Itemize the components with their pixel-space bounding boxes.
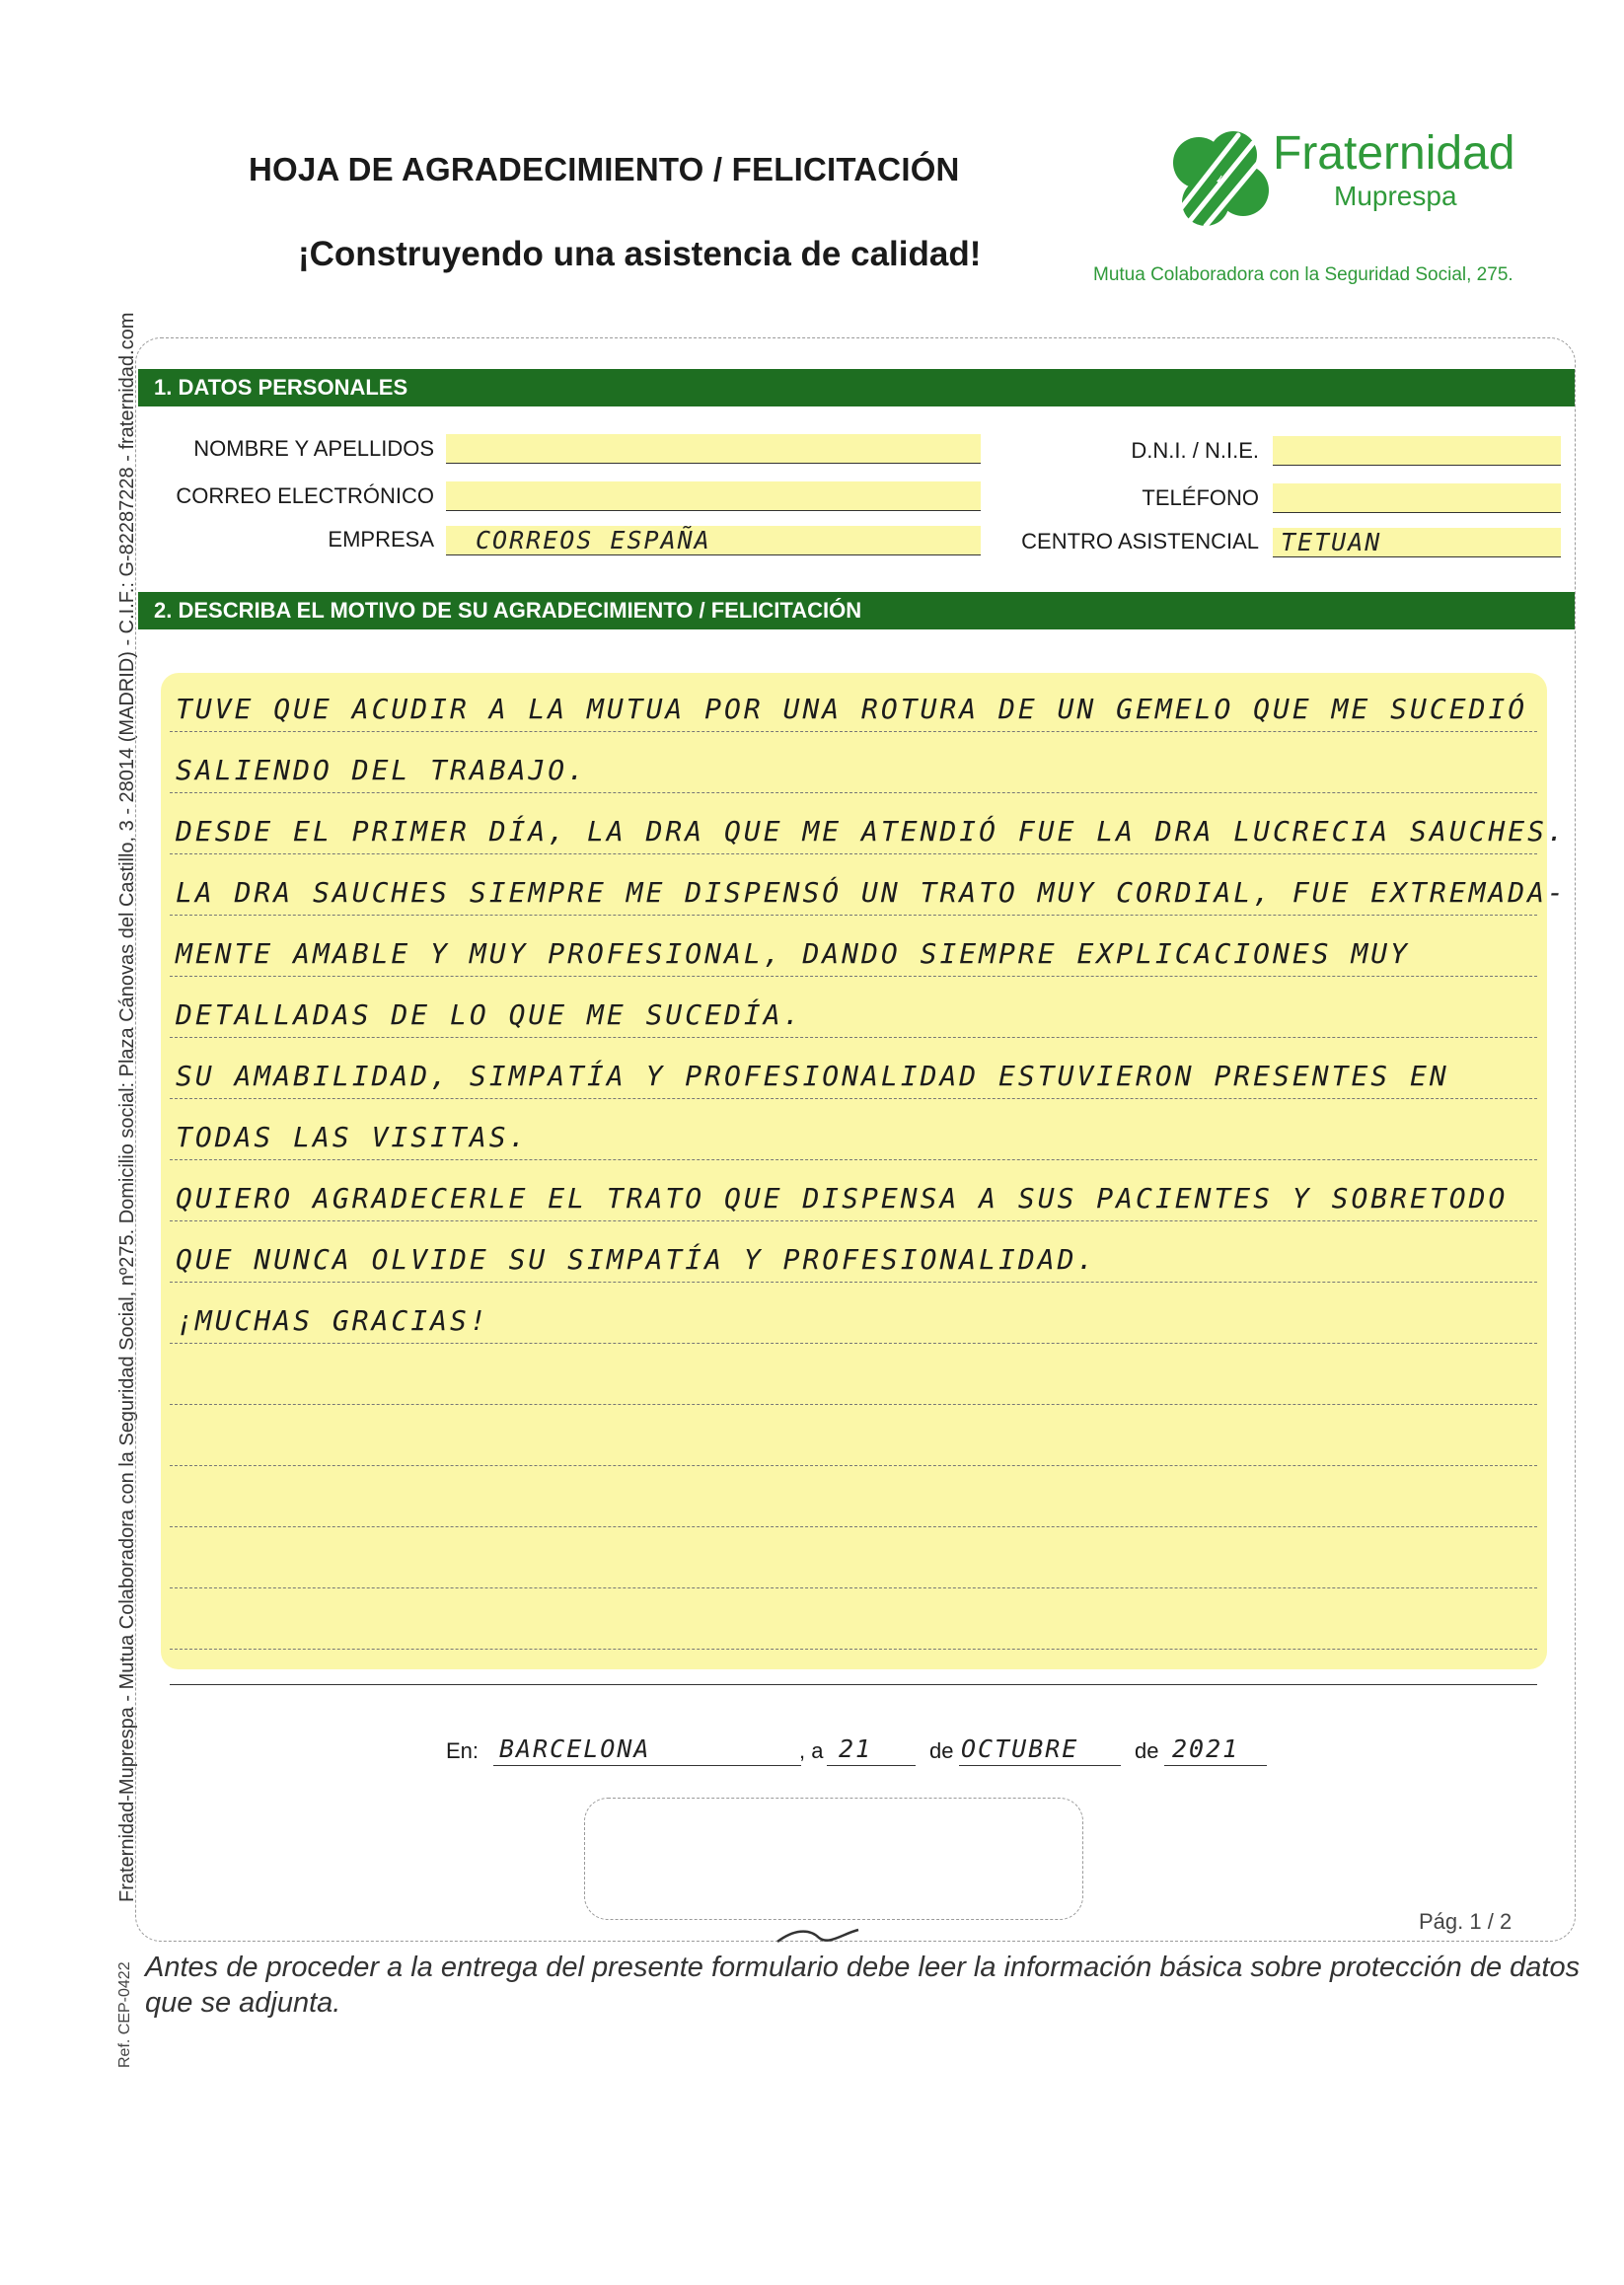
motivo-line[interactable]: DESDE EL PRIMER DÍA, LA DRA QUE ME ATENDIÓ FUE LA DRA LUCRECIA SAUCHES. xyxy=(170,793,1537,854)
empresa-field[interactable] xyxy=(446,526,981,555)
document-subtitle: ¡Construyendo una asistencia de calidad! xyxy=(298,235,982,273)
dia-field[interactable] xyxy=(827,1729,916,1766)
centro-label: CENTRO ASISTENCIAL xyxy=(1021,529,1259,553)
brand-name: Fraternidad xyxy=(1273,127,1515,180)
mes-value: OCTUBRE xyxy=(961,1734,1079,1763)
motivo-line[interactable]: SU AMABILIDAD, SIMPATÍA Y PROFESIONALIDAD ESTUVIERON PRESENTES EN xyxy=(170,1038,1537,1099)
telefono-field[interactable] xyxy=(1273,483,1561,513)
motivo-line[interactable]: TUVE QUE ACUDIR A LA MUTUA POR UNA ROTURA DE UN GEMELO QUE ME SUCEDIÓ xyxy=(170,671,1537,732)
a-label: , a xyxy=(799,1738,824,1763)
centro-field[interactable] xyxy=(1273,528,1561,557)
motivo-line[interactable]: ¡MUCHAS GRACIAS! xyxy=(170,1283,1537,1344)
motivo-line[interactable]: QUE NUNCA OLVIDE SU SIMPATÍA Y PROFESIONALIDAD. xyxy=(170,1221,1537,1283)
de-label-2: de xyxy=(1135,1738,1159,1763)
motivo-line[interactable]: DETALLADAS DE LO QUE ME SUCEDÍA. xyxy=(170,977,1537,1038)
section1-heading: 1. DATOS PERSONALES xyxy=(138,369,1575,406)
correo-label: CORREO ELECTRÓNICO xyxy=(176,483,434,508)
ciudad-field[interactable] xyxy=(493,1729,801,1766)
brand-sub: Muprespa xyxy=(1334,181,1457,211)
empresa-label: EMPRESA xyxy=(328,527,434,552)
centro-value: TETUAN xyxy=(1281,528,1382,556)
motivo-line[interactable]: LA DRA SAUCHES SIEMPRE ME DISPENSÓ UN TRATO MUY CORDIAL, FUE EXTREMADA- xyxy=(170,854,1537,916)
motivo-line[interactable]: MENTE AMABLE Y MUY PROFESIONAL, DANDO SIEMPRE EXPLICACIONES MUY xyxy=(170,916,1537,977)
correo-field[interactable] xyxy=(446,481,981,511)
empresa-value: CORREOS ESPAÑA xyxy=(476,526,711,554)
ciudad-value: BARCELONA xyxy=(499,1734,651,1763)
dni-field[interactable] xyxy=(1273,436,1561,466)
page-number: Pág. 1 / 2 xyxy=(1419,1909,1513,1934)
anio-field[interactable] xyxy=(1164,1729,1267,1766)
motivo-line[interactable]: QUIERO AGRADECERLE EL TRATO QUE DISPENSA A SUS PACIENTES Y SOBRETODO xyxy=(170,1160,1537,1221)
motivo-line[interactable] xyxy=(170,1405,1537,1466)
motivo-line[interactable] xyxy=(170,1344,1537,1405)
anio-value: 2021 xyxy=(1172,1734,1240,1763)
dni-label: D.N.I. / N.I.E. xyxy=(1131,438,1259,463)
telefono-label: TELÉFONO xyxy=(1142,485,1259,510)
motivo-line[interactable] xyxy=(170,1624,1537,1685)
en-label: En: xyxy=(446,1738,480,1763)
side-legal-text: Fraternidad-Muprespa - Mutua Colaboradora con la Seguridad Social, nº275. Domicilio social: Plaza Cánovas del Castillo, 3 - 28014 (MADRID) - C.I.F.: G-82287228 - fraternidad.com xyxy=(116,312,138,1902)
mes-field[interactable] xyxy=(959,1729,1121,1766)
side-ref: Ref. CEP-0422 xyxy=(116,1961,133,2068)
data-protection-notice: Antes de proceder a la entrega del presente formulario debe leer la información básica sobre protección de datos que se adjunta. xyxy=(145,1952,1581,2019)
dia-value: 21 xyxy=(839,1734,873,1763)
section2-heading: 2. DESCRIBA EL MOTIVO DE SU AGRADECIMIENTO / FELICITACIÓN xyxy=(138,592,1575,629)
motivo-line[interactable] xyxy=(170,1527,1537,1588)
nombre-field[interactable] xyxy=(446,434,981,464)
mutua-line: Mutua Colaboradora con la Seguridad Social, 275. xyxy=(1093,264,1513,285)
motivo-line[interactable]: TODAS LAS VISITAS. xyxy=(170,1099,1537,1160)
document-title: HOJA DE AGRADECIMIENTO / FELICITACIÓN xyxy=(249,151,960,187)
motivo-line[interactable] xyxy=(170,1466,1537,1527)
de-label-1: de xyxy=(929,1738,954,1763)
signature-box[interactable] xyxy=(584,1798,1083,1920)
nombre-label: NOMBRE Y APELLIDOS xyxy=(193,436,434,461)
motivo-line[interactable]: SALIENDO DEL TRABAJO. xyxy=(170,732,1537,793)
